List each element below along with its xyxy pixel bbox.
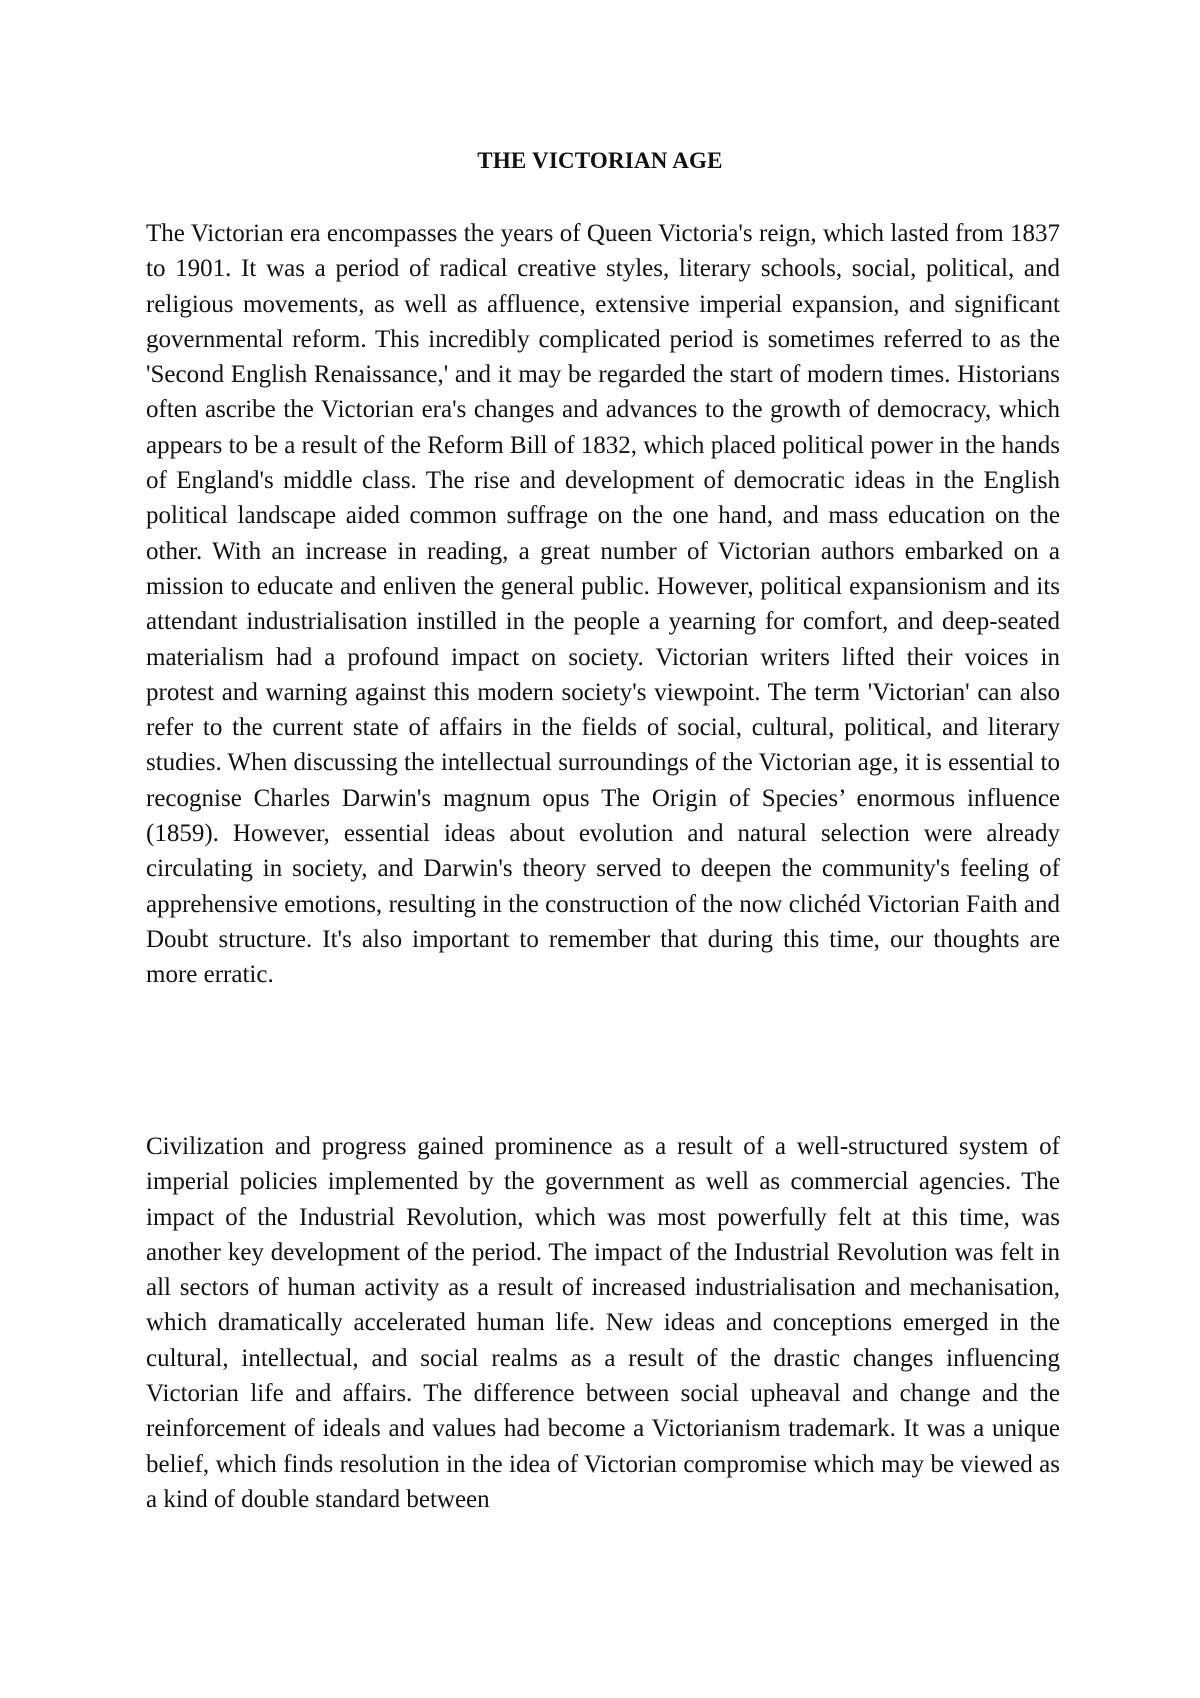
body-paragraph-2: Civilization and progress gained prominence as a result of a well-structured system of imperial policies implemented by the government as well as commercial agencies. The impact of the Industrial Revolution, which was most powerfully felt at this time, was another key development of the period. The impact of the Industrial Revolution was felt in all sectors of human activity as a result of increased industrialisation and mechanisation, which dramatically accelerated human life. New ideas and conceptions emerged in the cultural, intellectual, and social realms as a result of the drastic changes influencing Victorian life and affairs. The difference between social upheaval and change and the reinforcement of ideals and values had become a Victorianism trademark. It was a unique belief, which finds resolution in the idea of Victorian compromise which may be viewed as a kind of double standard between: [146, 1133, 1060, 1513]
body-paragraph-1: The Victorian era encompasses the years of Queen Victoria's reign, which lasted from 1837 to 1901. It was a period of radical creative styles, literary schools, social, political, and religious movements, as well as affluence, extensive imperial expansion, and significant governmental reform. This incredibly complicated period is sometimes referred to as the 'Second English Renaissance,' and it may be regarded the start of modern times. Historians often ascribe the Victorian era's changes and advances to the growth of democracy, which appears to be a result of the Reform Bill of 1832, which placed political power in the hands of England's middle class. The rise and development of democratic ideas in the English political landscape aided common suffrage on the one hand, and mass education on the other. With an increase in reading, a great number of Victorian authors embarked on a mission to educate and enliven the general public. However, political expansionism and its attendant industrialisation instilled in the people a yearning for comfort, and deep-seated materialism had a profound impact on society. Victorian writers lifted their voices in protest and warning against this modern society's viewpoint. The term 'Victorian' can also refer to the current state of affairs in the fields of social, cultural, political, and literary studies. When discussing the intellectual surroundings of the Victorian age, it is essential to recognise Charles Darwin's magnum opus The Origin of Species’ enormous influence (1859). However, essential ideas about evolution and natural selection were already circulating in society, and Darwin's theory served to deepen the community's feeling of apprehensive emotions, resulting in the construction of the now clichéd Victorian Faith and Doubt structure. It's also important to remember that during this time, our thoughts are more erratic.: [146, 220, 1060, 989]
document-title: THE VICTORIAN AGE: [477, 148, 723, 173]
